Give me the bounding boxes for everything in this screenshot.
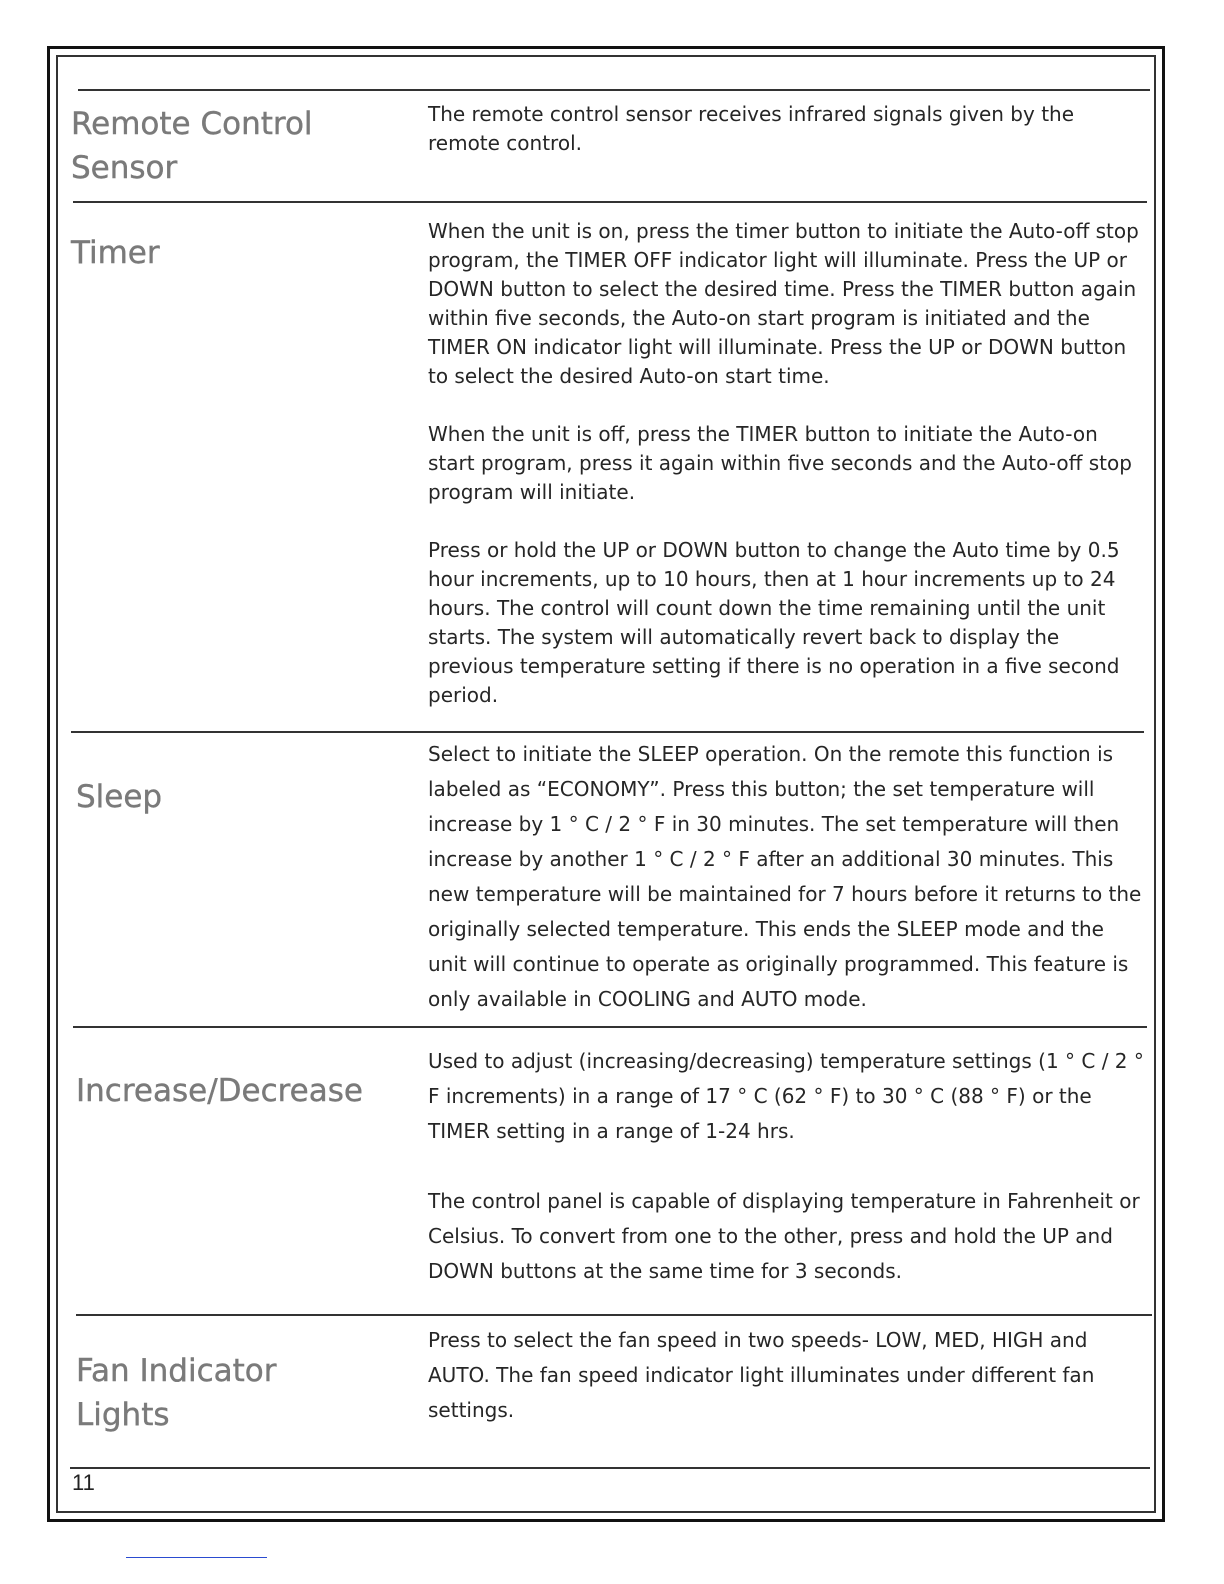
section-heading-remote-control-sensor xyxy=(71,102,313,190)
paragraph: Press to select the fan speed in two speeds- LOW, MED, HIGH and AUTO. The fan speed indicator light illuminates under different fan settings. xyxy=(428,1328,1095,1422)
paragraph: Press or hold the UP or DOWN button to change the Auto time by 0.5 hour increments, up to 10 hours, then at 1 hour increments up to 24 hours. The control will count down the time remaining until the unit starts. The system will automatically revert back to display the previous temperature setting if there is no operation in a five second period. xyxy=(428,538,1120,707)
paragraph: Select to initiate the SLEEP operation. On the remote this function is labeled as “ECONOMY”. Press this button; the set temperature will increase by 1 ° C / 2 ° F in 30 minutes. The set temperature will then increase by another 1 ° C / 2 ° F after an additional 30 minutes. This new temperature will be maintained for 7 hours before it returns to the originally selected temperature. This ends the SLEEP mode and the unit will continue to operate as originally programmed. This feature is only available in COOLING and AUTO mode. xyxy=(428,742,1142,1011)
paragraph: Used to adjust (increasing/decreasing) temperature settings (1 ° C / 2 ° F increments) in a range of 17 ° C (62 ° F) to 30 ° C (88 ° F) or the TIMER setting in a range of 1-24 hrs. xyxy=(428,1049,1144,1143)
section-body-fan-indicator-lights xyxy=(428,1323,1148,1428)
section-heading-sleep xyxy=(76,775,162,819)
page-number: 11 xyxy=(72,1470,95,1495)
heading-line: Sleep xyxy=(76,779,163,815)
paragraph: The control panel is capable of displaying temperature in Fahrenheit or Celsius. To convert from one to the other, press and hold the UP and DOWN buttons at the same time for 3 seconds. xyxy=(428,1189,1140,1283)
heading-line: Lights xyxy=(76,1397,170,1433)
heading-line: Sensor xyxy=(71,150,178,186)
heading-line: Timer xyxy=(71,235,160,271)
heading-line: Increase/Decrease xyxy=(76,1073,363,1109)
section-body-sleep xyxy=(428,737,1148,1017)
paragraph: When the unit is off, press the TIMER button to initiate the Auto-on start program, press it again within five seconds and the Auto-off stop program will initiate. xyxy=(428,422,1132,504)
section-heading-timer xyxy=(71,231,160,275)
section-body-remote-control-sensor xyxy=(428,100,1108,158)
section-divider xyxy=(76,1314,1152,1316)
heading-line: Remote Control xyxy=(71,106,313,142)
paragraph: The remote control sensor receives infrared signals given by the remote control. xyxy=(428,102,1075,155)
section-heading-fan-indicator-lights xyxy=(76,1349,276,1437)
section-divider xyxy=(71,731,1144,733)
heading-line: Fan Indicator xyxy=(76,1353,277,1389)
section-heading-increase-decrease xyxy=(76,1069,363,1113)
scan-artifact-line xyxy=(126,1557,267,1558)
section-body-increase-decrease xyxy=(428,1044,1148,1289)
paragraph: When the unit is on, press the timer button to initiate the Auto-off stop program, the TIMER OFF indicator light will illuminate. Press the UP or DOWN button to select the desired time. Press the TIMER button again within five seconds, the Auto-on start program is initiated and the TIMER ON indicator light will illuminate. Press the UP or DOWN button to select the desired Auto-on start time. xyxy=(428,219,1139,388)
section-divider xyxy=(70,1467,1150,1469)
section-divider xyxy=(73,201,1147,203)
section-body-timer xyxy=(428,217,1148,710)
section-divider xyxy=(78,89,1150,91)
section-divider xyxy=(73,1026,1147,1028)
